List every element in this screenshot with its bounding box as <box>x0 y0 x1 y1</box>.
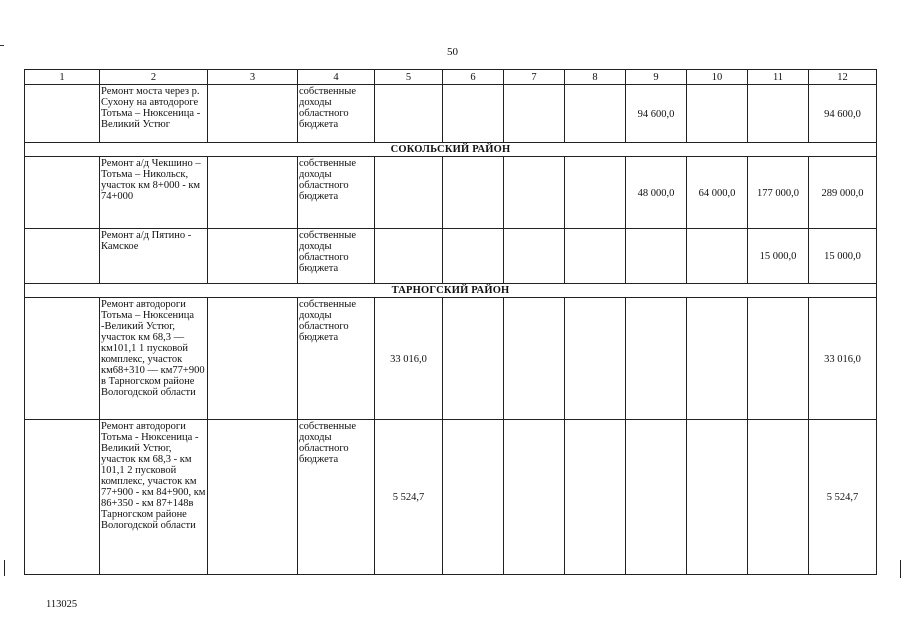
table-cell-col-2: Ремонт моста через р. Сухону на автодороге Тотьма – Нюксеница - Великий Устюг <box>100 85 208 143</box>
table-cell-col-9: 48 000,0 <box>626 157 687 229</box>
table-cell-col-10 <box>687 420 748 575</box>
column-header-9: 9 <box>626 70 687 85</box>
table-cell-col-6 <box>443 298 504 420</box>
table-cell-col-4: собственные доходы областного бюджета <box>298 157 375 229</box>
table-cell-col-1 <box>25 420 100 575</box>
table-cell-col-8 <box>565 229 626 284</box>
table-cell-col-5 <box>375 85 443 143</box>
table-cell-col-4: собственные доходы областного бюджета <box>298 298 375 420</box>
table-cell-col-12: 33 016,0 <box>809 298 877 420</box>
column-header-7: 7 <box>504 70 565 85</box>
column-header-12: 12 <box>809 70 877 85</box>
column-header-10: 10 <box>687 70 748 85</box>
column-header-5: 5 <box>375 70 443 85</box>
table-cell-col-3 <box>208 420 298 575</box>
table-cell-col-6 <box>443 420 504 575</box>
table-cell-col-12: 15 000,0 <box>809 229 877 284</box>
table-cell-col-5 <box>375 157 443 229</box>
table-cell-col-6 <box>443 85 504 143</box>
table-cell-col-10 <box>687 229 748 284</box>
table-cell-col-3 <box>208 85 298 143</box>
table-cell-col-1 <box>25 85 100 143</box>
table-row <box>25 298 877 420</box>
table-cell-col-10: 64 000,0 <box>687 157 748 229</box>
table-cell-col-9 <box>626 420 687 575</box>
table-cell-col-5: 33 016,0 <box>375 298 443 420</box>
table-cell-col-11: 177 000,0 <box>748 157 809 229</box>
column-header-1: 1 <box>25 70 100 85</box>
table-cell-col-11 <box>748 85 809 143</box>
column-header-4: 4 <box>298 70 375 85</box>
column-header-6: 6 <box>443 70 504 85</box>
table-cell-col-2: Ремонт автодороги Тотьма - Нюксеница - Великий Устюг, участок км 68,3 - км 101,1 2 пусковой комплекс, участок км 77+900 - км 84+900, км 86+350 - км 87+148в Тарногском районе Вологодской области <box>100 420 208 575</box>
budget-table <box>24 69 877 575</box>
section-row <box>25 143 877 157</box>
table-cell-col-9 <box>626 229 687 284</box>
table-row <box>25 420 877 575</box>
table-row <box>25 85 877 143</box>
table-row <box>25 157 877 229</box>
table-cell-col-9 <box>626 298 687 420</box>
table-cell-col-12: 5 524,7 <box>809 420 877 575</box>
table-cell-col-4: собственные доходы областного бюджета <box>298 85 375 143</box>
table-cell-col-7 <box>504 298 565 420</box>
table-cell-col-7 <box>504 420 565 575</box>
table-cell-col-8 <box>565 420 626 575</box>
left-edge-mark <box>4 560 5 576</box>
table-cell-col-8 <box>565 298 626 420</box>
section-title: СОКОЛЬСКИЙ РАЙОН <box>25 143 877 157</box>
table-cell-col-11 <box>748 298 809 420</box>
table-cell-col-10 <box>687 85 748 143</box>
section-row <box>25 284 877 298</box>
column-header-2: 2 <box>100 70 208 85</box>
table-cell-col-1 <box>25 157 100 229</box>
column-header-3: 3 <box>208 70 298 85</box>
table-cell-col-4: собственные доходы областного бюджета <box>298 420 375 575</box>
table-cell-col-3 <box>208 157 298 229</box>
table-cell-col-7 <box>504 229 565 284</box>
left-margin-tick <box>0 45 4 46</box>
table-cell-col-12: 94 600,0 <box>809 85 877 143</box>
table-cell-col-3 <box>208 229 298 284</box>
right-edge-mark <box>900 560 901 578</box>
table-cell-col-11 <box>748 420 809 575</box>
table-cell-col-7 <box>504 85 565 143</box>
table-cell-col-3 <box>208 298 298 420</box>
column-header-11: 11 <box>748 70 809 85</box>
table-cell-col-2: Ремонт автодороги Тотьма – Нюксеница -Великий Устюг, участок км 68,3 — км101,1 1 пусковой комплекс, участок км68+310 — км77+900 в Тарногском районе Вологодской области <box>100 298 208 420</box>
table-cell-col-6 <box>443 229 504 284</box>
page-number: 50 <box>447 46 458 58</box>
table-cell-col-12: 289 000,0 <box>809 157 877 229</box>
table-cell-col-2: Ремонт а/д Пятино - Камское <box>100 229 208 284</box>
table-cell-col-8 <box>565 85 626 143</box>
column-header-8: 8 <box>565 70 626 85</box>
table-cell-col-8 <box>565 157 626 229</box>
header-row <box>25 70 877 85</box>
table-cell-col-1 <box>25 298 100 420</box>
table-body <box>25 85 877 575</box>
footer-code: 113025 <box>46 599 78 610</box>
table-cell-col-10 <box>687 298 748 420</box>
table-cell-col-7 <box>504 157 565 229</box>
table-row <box>25 229 877 284</box>
table-cell-col-6 <box>443 157 504 229</box>
table-cell-col-4: собственные доходы областного бюджета <box>298 229 375 284</box>
table-cell-col-9: 94 600,0 <box>626 85 687 143</box>
table-cell-col-5: 5 524,7 <box>375 420 443 575</box>
section-title: ТАРНОГСКИЙ РАЙОН <box>25 284 877 298</box>
table-cell-col-2: Ремонт а/д Чекшино – Тотьма – Никольск, участок км 8+000 - км 74+000 <box>100 157 208 229</box>
table-cell-col-5 <box>375 229 443 284</box>
table-cell-col-1 <box>25 229 100 284</box>
table-cell-col-11: 15 000,0 <box>748 229 809 284</box>
